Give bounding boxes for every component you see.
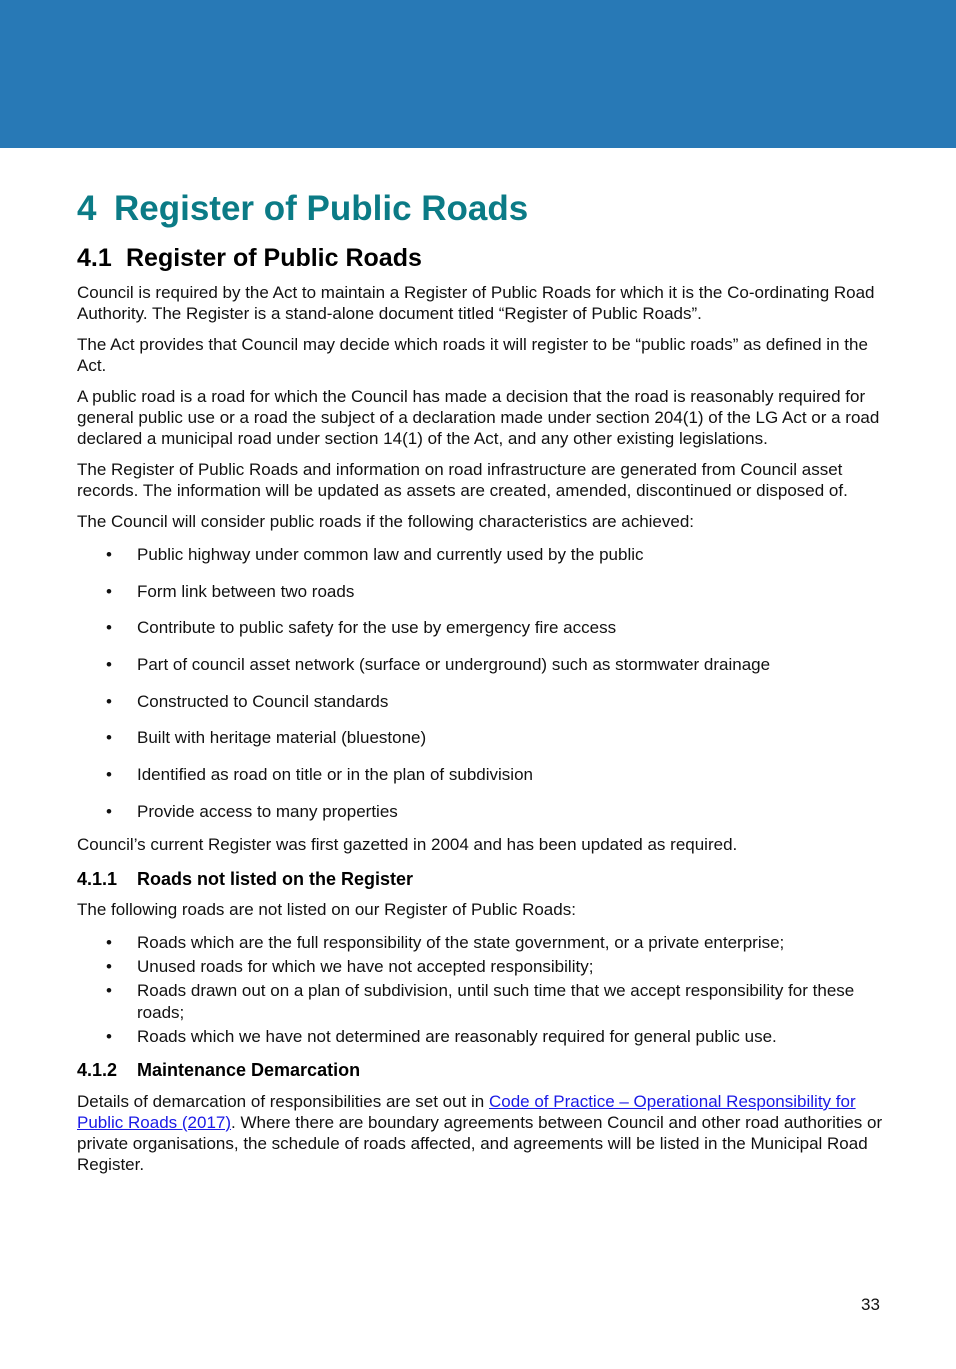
page-number: 33 (861, 1295, 880, 1314)
chapter-title: Register of Public Roads (114, 189, 529, 228)
characteristics-list (77, 544, 887, 822)
paragraph: The Act provides that Council may decide which roads it will register to be “public roads” as defined in the Act. (77, 335, 868, 375)
subsection-number: 4.1.2 (77, 1060, 118, 1081)
bullet-icon: • (106, 957, 112, 977)
bullet-icon: • (106, 981, 112, 1001)
subsection-heading (77, 869, 887, 891)
subsection-title: Maintenance Demarcation (137, 1060, 361, 1081)
list-item: • Constructed to Council standards (106, 691, 389, 711)
subsection-number: 4.1.1 (77, 868, 118, 889)
paragraph: The following roads are not listed on our Register of Public Roads: (77, 900, 576, 920)
list-item: • Roads drawn out on a plan of subdivision, until such time that we accept responsibility for these roads; (106, 981, 855, 1023)
list-item: • Public highway under common law and currently used by the public (106, 545, 644, 564)
bullet-icon: • (106, 765, 112, 785)
paragraph: A public road is a road for which the Council has made a decision that the road is reasonably required for general public use or a road the subject of a declaration made under section 204(1) of the LG Act or a road declared a municipal road under section 14(1) of the Act, and any other existing legislations. (77, 387, 880, 448)
section-heading (77, 245, 887, 273)
chapter-heading (77, 190, 887, 229)
list-item: • Identified as road on title or in the plan of subdivision (106, 765, 533, 785)
paragraph: The Register of Public Roads and information on road infrastructure are generated from Council asset records. The information will be updated as assets are created, amended, discontinued or disposed of. (77, 460, 848, 500)
code-of-practice-link[interactable]: Code of Practice – Operational Responsibility for Public Roads (2017) (77, 1092, 856, 1132)
bullet-icon: • (106, 801, 112, 821)
bullet-icon: • (106, 691, 112, 711)
subsection-heading (77, 1060, 887, 1082)
paragraph: Council’s current Register was first gazetted in 2004 and has been updated as required. (77, 834, 738, 854)
list-item: • Form link between two roads (106, 581, 355, 601)
list-item: • Roads which we have not determined are reasonably required for general public use. (106, 1027, 777, 1047)
bullet-icon: • (106, 655, 112, 675)
list-item: • Part of council asset network (surface or underground) such as stormwater drainage (106, 655, 771, 675)
section-title: Register of Public Roads (126, 243, 422, 272)
list-item: • Built with heritage material (bluestone) (106, 728, 427, 748)
bullet-icon: • (106, 581, 112, 601)
paragraph: Council is required by the Act to maintain a Register of Public Roads for which it is the Co-ordinating Road Authority. The Register is a stand-alone document titled “Register of Public Roads”. (77, 283, 875, 323)
excluded-roads-list (77, 932, 887, 1048)
list-item: • Provide access to many properties (106, 801, 398, 821)
list-item: • Roads which are the full responsibility of the state government, or a private enterprise; (106, 933, 785, 953)
bullet-icon: • (106, 1027, 112, 1047)
bullet-icon: • (106, 933, 112, 953)
header-banner (0, 0, 956, 148)
bullet-icon: • (106, 728, 112, 748)
list-item: • Contribute to public safety for the use by emergency fire access (106, 618, 617, 638)
bullet-icon: • (106, 545, 112, 564)
bullet-icon: • (106, 618, 112, 638)
page-content (77, 190, 887, 1185)
section-number: 4.1 (77, 243, 112, 272)
list-item: • Unused roads for which we have not accepted responsibility; (106, 957, 594, 977)
chapter-number: 4 (77, 189, 97, 228)
paragraph: Details of demarcation of responsibilities are set out in Code of Practice – Operational Responsibility for Public Roads (2017). Where there are boundary agreements between Council and other road authorities or private organisations, the schedule of roads affected, and agreements will be listed in the Municipal Road Register. (77, 1092, 883, 1174)
paragraph: The Council will consider public roads if the following characteristics are achieved: (77, 512, 695, 531)
subsection-title: Roads not listed on the Register (137, 868, 414, 889)
